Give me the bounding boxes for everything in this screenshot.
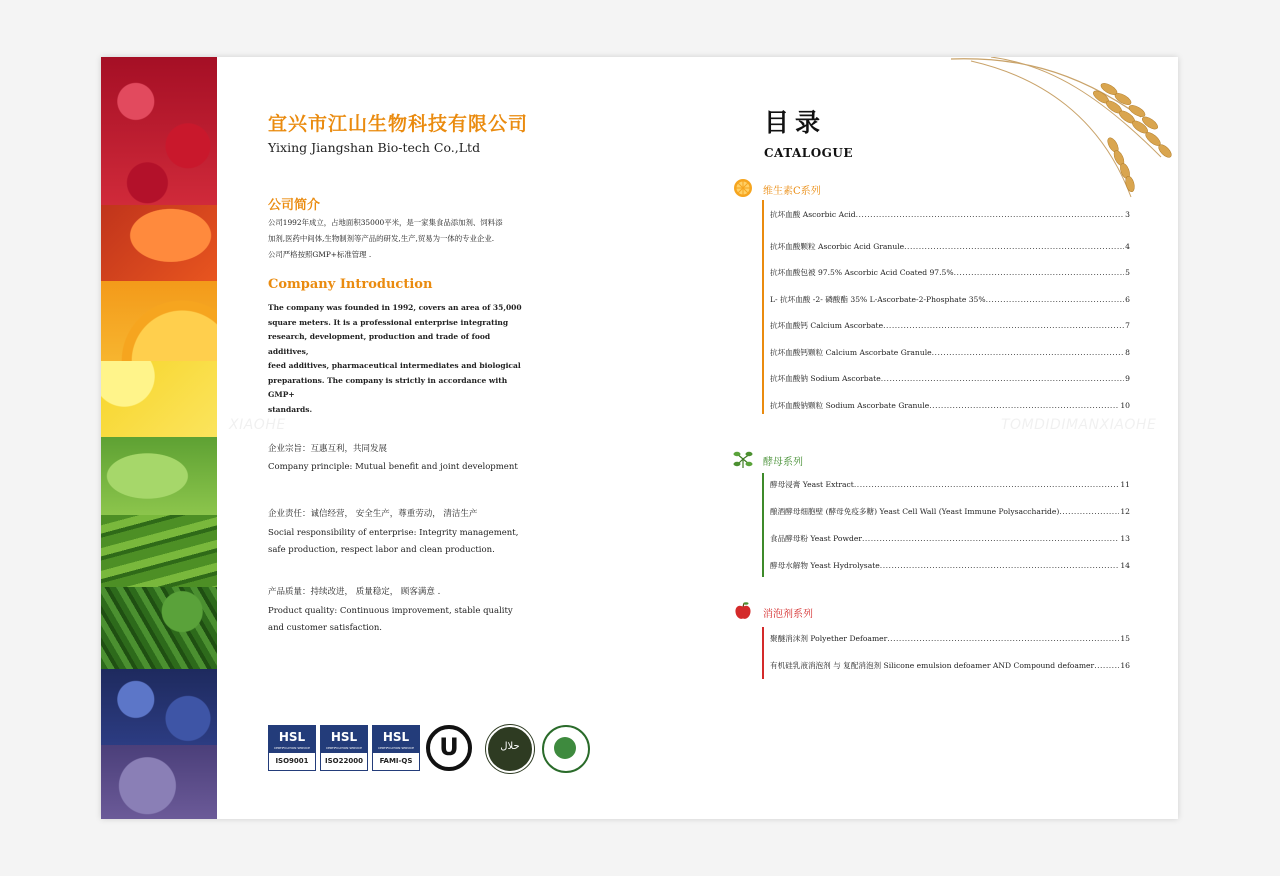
leaf-icon: [733, 449, 753, 469]
intro-text-en-line: square meters. It is a professional enterprise integrating: [268, 317, 509, 327]
toc-page: 8: [1125, 348, 1130, 357]
asparagus-photo: [101, 515, 217, 587]
toc-leader: [1059, 507, 1119, 516]
certification-logos: [268, 725, 598, 771]
intro-text-en-line: The company was founded in 1992, covers an area of 35,000: [268, 303, 522, 312]
toc-title: L- 抗坏血酸 -2- 磷酸酯 35% L-Ascorbate-2-Phosphate 35%: [770, 295, 986, 304]
toc-title: 抗坏血酸钠 Sodium Ascorbate: [770, 374, 881, 383]
intro-text-cn-line: 加剂,医药中间体,生物制剂等产品的研发,生产,贸易为一体的专业企业.: [268, 234, 495, 243]
toc-leader: [862, 534, 1119, 543]
toc-entry[interactable]: [770, 660, 1130, 671]
catalogue-title-en: CATALOGUE: [764, 146, 854, 160]
social-responsibility-cn: 企业责任：诚信经营， 安全生产，尊重劳动， 清洁生产: [268, 509, 478, 519]
hsl-iso9001-logo: [268, 725, 316, 771]
strawberry-photo: [101, 57, 217, 205]
product-quality-en: and customer satisfaction.: [268, 623, 382, 633]
watermark-left: XIAOHE: [229, 417, 286, 433]
toc-page: 14: [1120, 561, 1130, 570]
toc-title: 抗坏血酸钙颗粒 Calcium Ascorbate Granule: [770, 348, 932, 357]
series-title: 消泡剂系列: [763, 609, 813, 620]
social-responsibility-en: Social responsibility of enterprise: Integrity management,: [268, 528, 519, 538]
lemon-photo: [101, 361, 217, 437]
toc-leader: [929, 401, 1119, 410]
toc-leader: [854, 480, 1119, 489]
orange-slice-icon: [733, 178, 753, 198]
intro-text-en-line: standards.: [268, 404, 313, 414]
toc-entry[interactable]: [770, 506, 1130, 517]
company-name-cn: 宜兴市江山生物科技有限公司: [268, 113, 529, 135]
intro-heading-cn: 公司简介: [268, 198, 321, 213]
toc-leader: [986, 295, 1125, 304]
toc-page: 6: [1125, 295, 1130, 304]
toc-leader: [887, 634, 1119, 643]
kosher-seal-icon: [426, 725, 472, 771]
toc-page: 15: [1120, 634, 1130, 643]
toc-entry[interactable]: [770, 400, 1130, 411]
toc-title: 酵母浸膏 Yeast Extract: [770, 480, 854, 489]
halal-emblem-icon: [554, 737, 576, 759]
hsl-text: HSL: [321, 726, 367, 753]
toc-page: 7: [1125, 321, 1130, 330]
hsl-sub: CERTIFICATION SERVICE: [273, 746, 311, 750]
series-title: 维生素C系列: [763, 186, 821, 197]
toc-title: 有机硅乳液消泡剂 与 复配消泡剂 Silicone emulsion defoamer AND Compound defoamer: [770, 661, 1095, 670]
lettuce-photo: [101, 437, 217, 515]
toc-leader: [883, 321, 1124, 330]
toc-leader: [856, 210, 1125, 219]
blueberry-photo: [101, 669, 217, 745]
hsl-text: HSL: [269, 726, 315, 753]
toc-entry[interactable]: [770, 267, 1130, 278]
toc-page: 4: [1125, 242, 1130, 251]
tomato-photo: [101, 205, 217, 281]
apple-icon: [733, 601, 753, 621]
toc-entry[interactable]: [770, 294, 1130, 305]
intro-text-en-line: preparations. The company is strictly in accordance with GMP+: [268, 375, 508, 399]
intro-text-en-line: feed additives, pharmaceutical intermediates and biological: [268, 361, 521, 370]
toc-leader: [881, 374, 1124, 383]
toc-title: 抗坏血酸包被 97.5% Ascorbic Acid Coated 97.5%: [770, 268, 954, 277]
toc-leader: [1094, 661, 1119, 670]
toc-title: 抗坏血酸颗粒 Ascorbic Acid Granule: [770, 242, 905, 251]
greens-photo: [101, 587, 217, 669]
company-principle-en: Company principle: Mutual benefit and joint development: [268, 462, 518, 472]
toc-entry[interactable]: [770, 320, 1130, 331]
halal-council-seal-icon: [486, 725, 534, 773]
intro-text-cn-line: 公司严格按照GMP+标准管理 .: [268, 250, 372, 259]
cert-code: ISO22000: [325, 757, 363, 765]
toc-page: 16: [1120, 661, 1130, 670]
series-title: 酵母系列: [763, 457, 803, 468]
toc-entry[interactable]: [770, 633, 1130, 644]
hsl-sub: CERTIFICATION SERVICE: [377, 746, 415, 750]
toc-title: 酿酒酵母细胞壁 (酵母免疫多糖) Yeast Cell Wall (Yeast Immune Polysaccharide): [770, 507, 1060, 516]
hsl-fami-qs-logo: [372, 725, 420, 771]
fruit-vegetable-strip: [101, 57, 217, 819]
toc-page: 9: [1125, 374, 1130, 383]
catalogue-title-cn: 目录: [764, 108, 827, 137]
product-quality-en: Product quality: Continuous improvement, stable quality: [268, 606, 513, 616]
toc-entry[interactable]: [770, 347, 1130, 358]
company-principle-cn: 企业宗旨：互惠互利，共同发展: [268, 444, 388, 454]
toc-leader: [904, 242, 1124, 251]
brochure-spread: [101, 57, 1178, 819]
toc-title: 聚醚消沫剂 Polyether Defoamer: [770, 634, 888, 643]
series-bar: [762, 627, 764, 679]
intro-text-cn-line: 公司1992年成立，占地面积35000平米，是一家集食品添加剂、饲料添: [268, 218, 503, 227]
toc-title: 抗坏血酸钙 Calcium Ascorbate: [770, 321, 884, 330]
intro-text-en-line: research, development, production and trade of food additives,: [268, 332, 491, 356]
toc-title: 抗坏血酸 Ascorbic Acid: [770, 210, 856, 219]
intro-text-cn: [268, 215, 523, 263]
plum-photo: [101, 745, 217, 819]
social-responsibility-en: safe production, respect labor and clean production.: [268, 545, 495, 555]
series-bar: [762, 473, 764, 577]
mui-halal-seal-icon: [542, 725, 590, 773]
company-name-en: Yixing Jiangshan Bio-tech Co.,Ltd: [268, 140, 481, 155]
toc-title: 抗坏血酸钠颗粒 Sodium Ascorbate Granule: [770, 401, 930, 410]
series-bar: [762, 200, 764, 414]
hsl-iso22000-logo: [320, 725, 368, 771]
hsl-sub: CERTIFICATION SERVICE: [325, 746, 363, 750]
toc-entry[interactable]: [770, 533, 1130, 544]
toc-title: 食品酵母粉 Yeast Powder: [770, 534, 862, 543]
toc-entry[interactable]: [770, 209, 1130, 220]
intro-heading-en: Company Introduction: [268, 277, 433, 292]
cert-code: ISO9001: [275, 757, 309, 765]
intro-text-en: [268, 301, 530, 417]
toc-entry[interactable]: [770, 479, 1130, 490]
orange-photo: [101, 281, 217, 361]
toc-page: 13: [1120, 534, 1130, 543]
hsl-text: HSL: [373, 726, 419, 753]
cert-code: FAMI-QS: [379, 757, 413, 765]
toc-page: 12: [1120, 507, 1130, 516]
toc-leader: [880, 561, 1120, 570]
product-quality-cn: 产品质量：持续改进， 质量稳定， 顾客满意 .: [268, 587, 441, 597]
toc-entry[interactable]: [770, 241, 1130, 252]
toc-title: 酵母水解物 Yeast Hydrolysate: [770, 561, 880, 570]
halal-text: حلال: [500, 741, 520, 752]
kosher-letter: U: [439, 733, 459, 761]
toc-entry[interactable]: [770, 560, 1130, 571]
toc-leader: [932, 348, 1125, 357]
watermark-right: TOMDIDIMANXIAOHE: [1001, 417, 1157, 433]
toc-leader: [954, 268, 1125, 277]
toc-page: 3: [1125, 210, 1130, 219]
toc-page: 5: [1125, 268, 1130, 277]
toc-page: 11: [1120, 480, 1130, 489]
toc-entry[interactable]: [770, 373, 1130, 384]
wheat-ear-icon: [951, 57, 1178, 207]
toc-page: 10: [1120, 401, 1130, 410]
